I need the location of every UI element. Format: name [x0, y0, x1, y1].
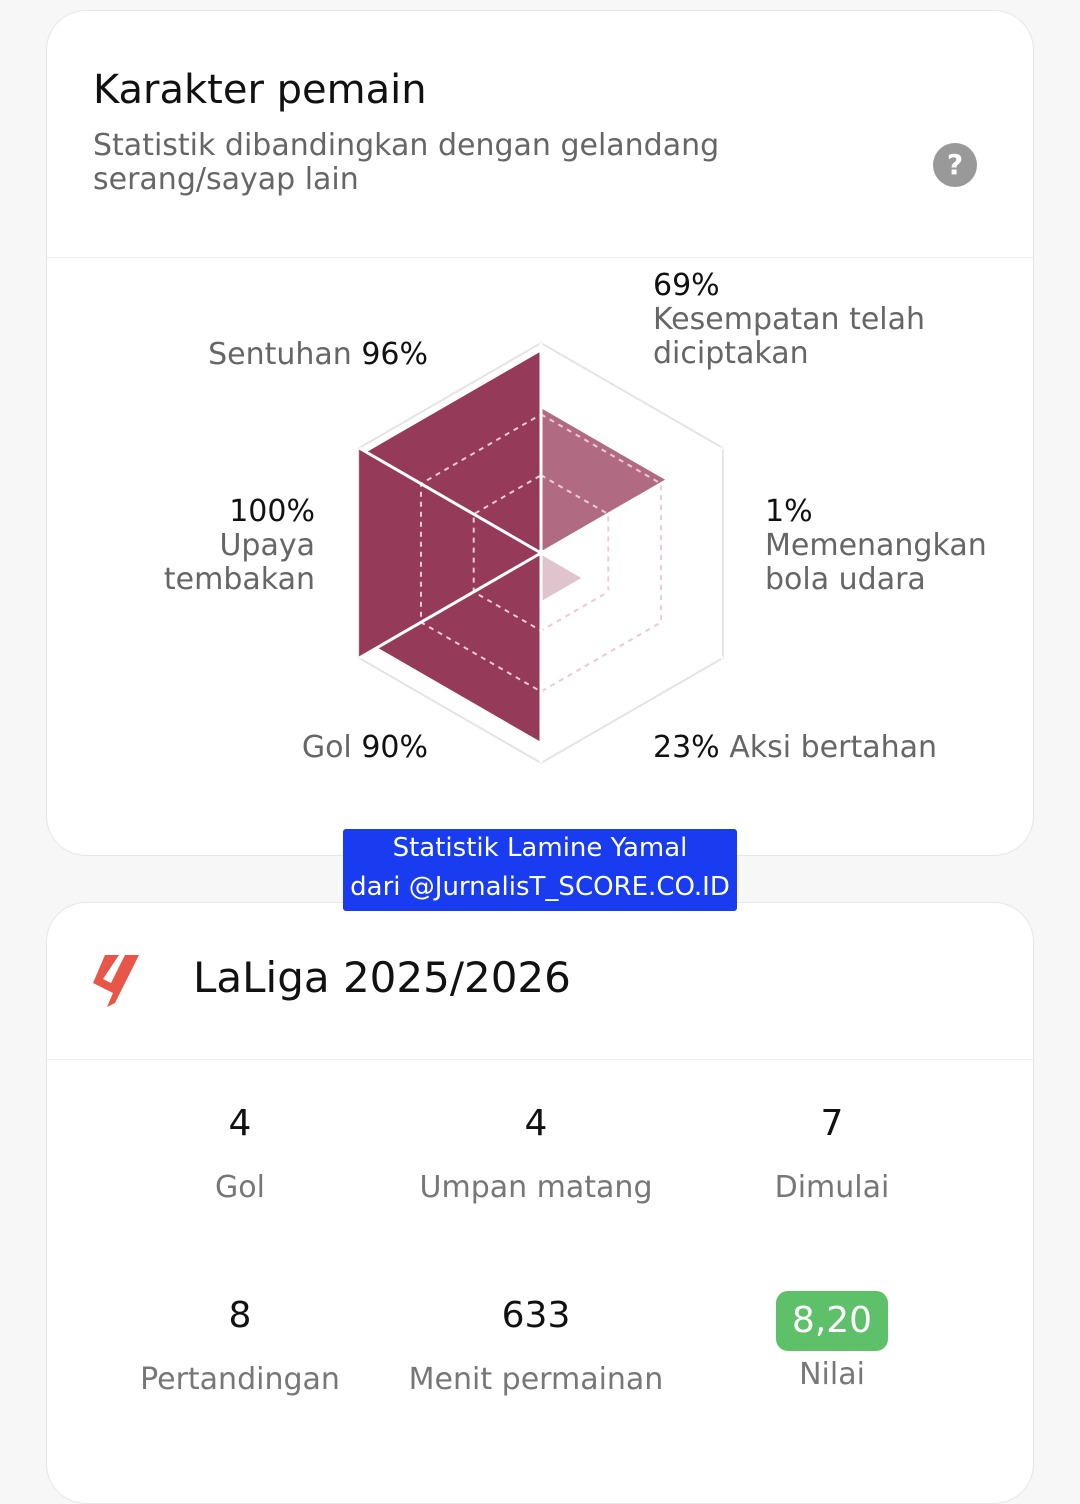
card-subtitle: Statistik dibandingkan dengan gelandang serang/sayap lain — [93, 128, 720, 197]
player-character-card — [46, 10, 1034, 856]
label-touches: Sentuhan 96% — [208, 337, 428, 372]
radar-axis — [541, 553, 723, 658]
label-defensive: 23% Aksi bertahan — [653, 730, 938, 765]
help-icon[interactable]: ? — [933, 143, 977, 187]
league-stats-card — [46, 902, 1034, 1504]
divider — [47, 1059, 1033, 1060]
stat-goals: 4 Gol — [215, 1103, 265, 1205]
radar-chart — [47, 11, 1033, 855]
stat-assists: 4 Umpan matang — [419, 1103, 653, 1205]
rating-badge: 8,20 — [776, 1291, 888, 1351]
stat-started: 7 Dimulai — [774, 1103, 890, 1205]
stat-rating: 8,20 Nilai — [682, 1295, 982, 1392]
label-chances: 69% Kesempatan telah diciptakan — [653, 268, 926, 371]
label-goals: Gol 90% — [301, 730, 428, 765]
watermark-banner: Statistik Lamine Yamal dari @JurnalisT_SCORE.CO.ID — [343, 829, 737, 911]
stat-matches: 8 Pertandingan — [140, 1295, 340, 1397]
card-title: Karakter pemain — [93, 67, 427, 113]
label-shots: 100% Upaya tembakan — [163, 494, 315, 597]
stat-minutes: 633 Menit permainan — [408, 1295, 664, 1397]
league-title: LaLiga 2025/2026 — [193, 953, 571, 1002]
radar-sector — [541, 553, 583, 601]
radar-sector — [541, 408, 666, 553]
label-aerial: 1% Memenangkan bola udara — [765, 494, 987, 597]
laliga-logo-icon — [91, 953, 149, 1009]
